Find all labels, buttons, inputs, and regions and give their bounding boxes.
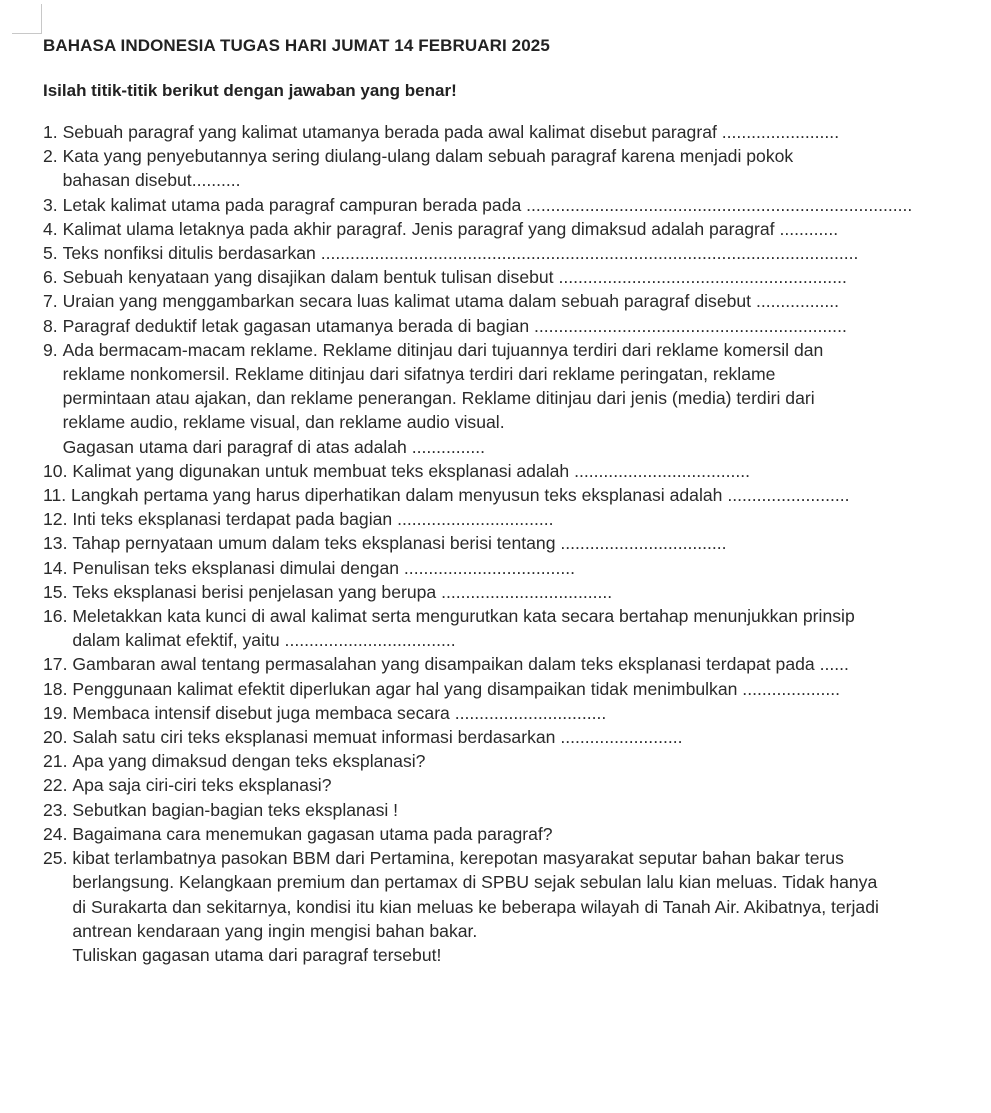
question-item bbox=[43, 604, 988, 652]
question-body bbox=[72, 749, 988, 773]
question-body bbox=[72, 507, 988, 531]
question-body bbox=[72, 798, 988, 822]
question-number: 15. bbox=[43, 581, 73, 602]
instruction-text: Isilah titik-titik berikut dengan jawaban yang benar! bbox=[43, 81, 457, 100]
question-text: Paragraf deduktif letak gagasan utamanya berada di bagian ................................................................ bbox=[62, 315, 847, 336]
question-body bbox=[72, 701, 988, 725]
question-item bbox=[43, 652, 988, 676]
question-body bbox=[63, 193, 988, 217]
question-number: 24. bbox=[43, 823, 73, 844]
question-number: 1. bbox=[43, 122, 63, 142]
question-item bbox=[43, 217, 988, 241]
question-item bbox=[43, 749, 988, 773]
question-body bbox=[63, 338, 988, 459]
question-text-continued: permintaan atau ajakan, dan reklame penerangan. Reklame ditinjau dari jenis (media) terdiri dari bbox=[62, 388, 815, 409]
question-list bbox=[43, 120, 988, 967]
document-title: BAHASA INDONESIA TUGAS HARI JUMAT 14 FEBRUARI 2025 bbox=[43, 36, 550, 55]
question-text-continued: berlangsung. Kelangkaan premium dan pertamax di SPBU sejak sebulan lalu kian meluas. Tidak hanya bbox=[72, 872, 878, 893]
question-text: Salah satu ciri teks eksplanasi memuat informasi berdasarkan ......................... bbox=[72, 727, 683, 748]
question-item bbox=[43, 459, 988, 483]
question-text-continued: Gagasan utama dari paragraf di atas adalah ............... bbox=[62, 436, 486, 457]
question-number: 10. bbox=[43, 460, 73, 481]
question-body bbox=[63, 314, 988, 338]
question-body bbox=[63, 265, 988, 289]
question-text: Langkah pertama yang harus diperhatikan dalam menyusun teks eksplanasi adalah ......................... bbox=[71, 485, 850, 506]
question-text: Kata yang penyebutannya sering diulang-ulang dalam sebuah paragraf karena menjadi pokok bbox=[62, 146, 794, 167]
question-text: Inti teks eksplanasi terdapat pada bagian ................................ bbox=[72, 509, 554, 530]
question-number: 5. bbox=[43, 243, 63, 264]
question-number: 6. bbox=[43, 267, 63, 288]
question-text: Apa yang dimaksud dengan teks eksplanasi? bbox=[72, 751, 426, 772]
question-number: 13. bbox=[43, 533, 73, 554]
question-number: 7. bbox=[43, 291, 63, 312]
question-body bbox=[72, 531, 988, 555]
question-text-continued: bahasan disebut.......... bbox=[62, 170, 241, 191]
question-number: 14. bbox=[43, 557, 73, 578]
question-item bbox=[43, 556, 988, 580]
question-text: Teks eksplanasi berisi penjelasan yang berupa ................................... bbox=[72, 581, 613, 602]
question-number: 16. bbox=[43, 606, 73, 627]
question-item bbox=[43, 725, 988, 749]
question-text: Gambaran awal tentang permasalahan yang disampaikan dalam teks eksplanasi terdapat pada ...... bbox=[72, 654, 849, 675]
question-body bbox=[72, 725, 988, 749]
question-item bbox=[43, 241, 988, 265]
question-number: 19. bbox=[43, 702, 73, 723]
question-body bbox=[72, 822, 988, 846]
question-text: Ada bermacam-macam reklame. Reklame ditinjau dari tujuannya terdiri dari reklame komersil dan bbox=[62, 339, 824, 360]
question-number: 23. bbox=[43, 799, 73, 820]
question-text: Letak kalimat utama pada paragraf campuran berada pada ............................................................................... bbox=[62, 194, 913, 215]
question-text: Sebuah paragraf yang kalimat utamanya berada pada awal kalimat disebut paragraf ........................ bbox=[62, 122, 840, 142]
question-text-continued: antrean kendaraan yang ingin mengisi bahan bakar. bbox=[72, 920, 478, 941]
question-body bbox=[71, 483, 988, 507]
question-text: Membaca intensif disebut juga membaca secara ............................... bbox=[72, 702, 607, 723]
question-item bbox=[43, 701, 988, 725]
question-text: Kalimat ulama letaknya pada akhir paragraf. Jenis paragraf yang dimaksud adalah paragraf ............ bbox=[62, 218, 839, 239]
question-item bbox=[43, 507, 988, 531]
question-text-continued: Tuliskan gagasan utama dari paragraf tersebut! bbox=[72, 944, 442, 965]
question-number: 20. bbox=[43, 727, 73, 748]
question-item bbox=[43, 531, 988, 555]
question-body bbox=[72, 846, 988, 967]
question-body bbox=[72, 580, 988, 604]
question-item bbox=[43, 773, 988, 797]
question-item bbox=[43, 314, 988, 338]
question-text: Meletakkan kata kunci di awal kalimat serta mengurutkan kata secara bertahap menunjukkan prinsip bbox=[72, 606, 855, 627]
question-item bbox=[43, 193, 988, 217]
question-text-continued: dalam kalimat efektif, yaitu ................................... bbox=[72, 630, 456, 651]
question-body bbox=[72, 652, 988, 676]
question-item bbox=[43, 144, 988, 192]
question-text: Teks nonfiksi ditulis berdasarkan .............................................................................................................. bbox=[62, 243, 859, 264]
question-number: 8. bbox=[43, 315, 63, 336]
question-number: 17. bbox=[43, 654, 73, 675]
question-text: Uraian yang menggambarkan secara luas kalimat utama dalam sebuah paragraf disebut ................. bbox=[62, 291, 840, 312]
question-body bbox=[63, 289, 988, 313]
question-body bbox=[72, 459, 988, 483]
question-body bbox=[63, 217, 988, 241]
question-text: Penulisan teks eksplanasi dimulai dengan ................................... bbox=[72, 557, 576, 578]
question-item bbox=[43, 483, 988, 507]
question-number: 2. bbox=[43, 146, 63, 167]
document-page bbox=[43, 34, 988, 967]
question-body bbox=[72, 773, 988, 797]
question-body bbox=[63, 144, 988, 192]
question-text-continued: di Surakarta dan sekitarnya, kondisi itu kian meluas ke beberapa wilayah di Tanah Air. Akibatnya, terjadi bbox=[72, 896, 879, 917]
question-item bbox=[43, 798, 988, 822]
question-item bbox=[43, 289, 988, 313]
question-item bbox=[43, 822, 988, 846]
question-text-continued: reklame audio, reklame visual, dan reklame audio visual. bbox=[62, 412, 505, 433]
page-corner-mark bbox=[12, 4, 42, 34]
question-item bbox=[43, 580, 988, 604]
question-number: 18. bbox=[43, 678, 73, 699]
question-item bbox=[43, 677, 988, 701]
question-item bbox=[43, 338, 988, 459]
question-text-continued: reklame nonkomersil. Reklame ditinjau dari sifatnya terdiri dari reklame peringatan, reklame bbox=[62, 364, 776, 385]
question-text: Apa saja ciri-ciri teks eksplanasi? bbox=[72, 775, 332, 796]
question-text: Tahap pernyataan umum dalam teks eksplanasi berisi tentang .................................. bbox=[72, 533, 727, 554]
question-text: Bagaimana cara menemukan gagasan utama pada paragraf? bbox=[72, 823, 553, 844]
question-text: Sebutkan bagian-bagian teks eksplanasi ! bbox=[72, 799, 399, 820]
question-number: 9. bbox=[43, 339, 63, 360]
question-number: 22. bbox=[43, 775, 73, 796]
question-item bbox=[43, 120, 988, 144]
question-number: 4. bbox=[43, 218, 63, 239]
question-body bbox=[72, 677, 988, 701]
question-text: Penggunaan kalimat efektit diperlukan agar hal yang disampaikan tidak menimbulkan .................... bbox=[72, 678, 841, 699]
question-body bbox=[63, 241, 988, 265]
question-number: 25. bbox=[43, 848, 73, 869]
question-number: 11. bbox=[43, 485, 72, 506]
corner-mark-vertical bbox=[41, 4, 42, 34]
question-text: Sebuah kenyataan yang disajikan dalam bentuk tulisan disebut ........................................................... bbox=[62, 267, 847, 288]
question-body bbox=[63, 120, 988, 144]
corner-mark-horizontal bbox=[12, 33, 42, 34]
question-text: kibat terlambatnya pasokan BBM dari Pertamina, kerepotan masyarakat seputar bahan bakar terus bbox=[72, 848, 844, 869]
question-body bbox=[72, 604, 988, 652]
question-item bbox=[43, 265, 988, 289]
question-number: 12. bbox=[43, 509, 73, 530]
question-text: Kalimat yang digunakan untuk membuat teks eksplanasi adalah .................................... bbox=[72, 460, 751, 481]
question-body bbox=[72, 556, 988, 580]
question-number: 21. bbox=[43, 751, 73, 772]
question-number: 3. bbox=[43, 194, 63, 215]
question-item bbox=[43, 846, 988, 967]
